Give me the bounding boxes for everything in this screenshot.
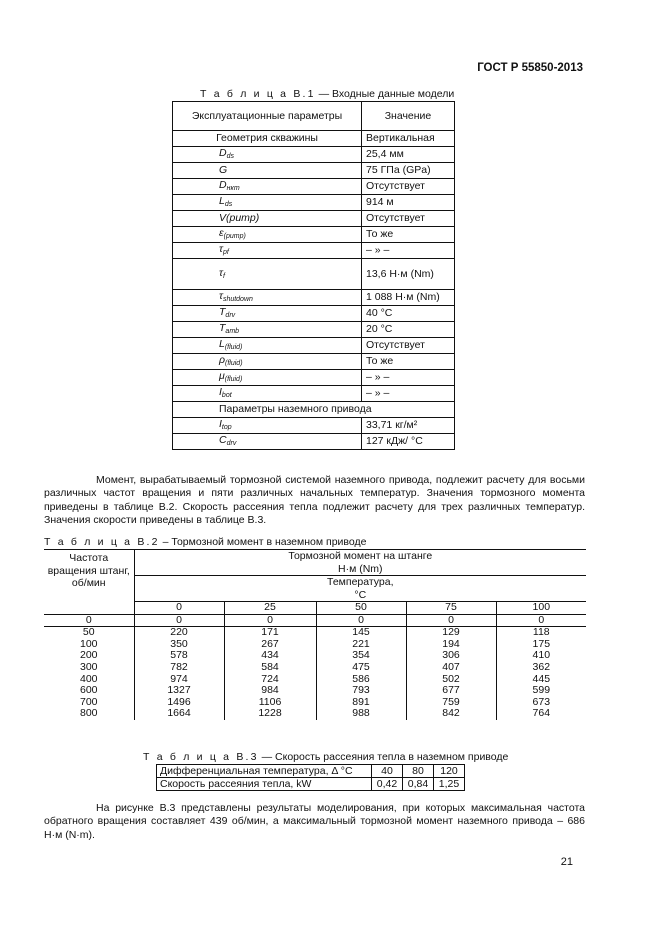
table2-cell: 194 [406, 639, 496, 651]
table2-temp-header-line2: °С [354, 588, 367, 601]
table2-rpm-cell: 200 [44, 650, 134, 662]
table1-row [173, 354, 455, 370]
table1-symbol [173, 147, 362, 163]
table1-value: 40 °С [362, 306, 455, 322]
table1-symbol-sub: bot [221, 392, 232, 400]
table2-rpm-cell: 400 [44, 674, 134, 686]
table1-value: То же [362, 227, 455, 243]
table3-row [157, 778, 465, 791]
table1-symbol-sub: drv [225, 312, 236, 320]
table1-symbol-main: τ [219, 243, 223, 256]
table2-cell: 578 [134, 650, 224, 662]
table1-row [173, 290, 455, 306]
table1-caption [200, 88, 454, 100]
table1-row [173, 131, 455, 147]
table2-cell: 410 [496, 650, 586, 662]
table1-value: 33,71 кг/м² [362, 418, 455, 434]
page-number: 21 [560, 856, 573, 868]
table2-cell: 599 [496, 685, 586, 697]
table1-symbol-sub: (fluid) [225, 360, 243, 368]
table1-symbol [173, 322, 362, 338]
table1-value: 1 088 Н·м (Nm) [362, 290, 455, 306]
table1-symbol [173, 306, 362, 322]
table2-cell: 677 [406, 685, 496, 697]
table1-symbol-main: τ [219, 266, 223, 279]
table1-symbol [173, 370, 362, 386]
table2-col0-header: Частота вращения штанг, об/мин [44, 550, 134, 615]
table2-cell: 1496 [134, 697, 224, 709]
table2-temp-cell: 100 [496, 602, 586, 615]
table1-symbol-main: G [219, 164, 228, 177]
table1-row [173, 434, 455, 450]
table-row [44, 627, 586, 639]
table1-symbol-main: τ [219, 290, 223, 303]
table1-symbol-main: T [219, 306, 226, 319]
table1-row [173, 338, 455, 354]
table-row [44, 708, 586, 720]
table1-symbol [173, 259, 362, 290]
table-row [44, 674, 586, 686]
table1-row [173, 227, 455, 243]
table1-row [173, 211, 455, 227]
table2-cell: 1327 [134, 685, 224, 697]
table1-row [173, 163, 455, 179]
table1-symbol-main: C [219, 434, 227, 447]
table1-symbol-main: ρ [219, 354, 226, 367]
table2-cell: 759 [406, 697, 496, 709]
table1-row [173, 386, 455, 402]
table-row [44, 639, 586, 651]
table3-cell: 120 [434, 765, 465, 778]
table2-cell: 782 [134, 662, 224, 674]
table3-row [157, 765, 465, 778]
table2-cell: 891 [316, 697, 406, 709]
table1-value: – » – [362, 243, 455, 259]
table2-rpm-cell: 50 [44, 627, 134, 639]
table3-cell: 1,25 [434, 778, 465, 791]
table1-symbol-main: I [219, 386, 222, 399]
table2-cell: 724 [224, 674, 316, 686]
table2-cell: 0 [316, 614, 406, 627]
table1-value: 914 м [362, 195, 455, 211]
table2-cell: 0 [224, 614, 316, 627]
table2-cell: 407 [406, 662, 496, 674]
table1-row [173, 259, 455, 290]
table1-symbol-main: D [219, 179, 227, 192]
table1-symbol [173, 354, 362, 370]
table1-symbol-main: T [219, 322, 226, 335]
table1-symbol [173, 338, 362, 354]
table1-value: 13,6 Н·м (Nm) [362, 259, 455, 290]
table2-cell: 974 [134, 674, 224, 686]
table1-value: – » – [362, 386, 455, 402]
table1-symbol-sub: shutdown [222, 296, 253, 304]
table2-rpm-cell: 300 [44, 662, 134, 674]
table1-symbol [173, 386, 362, 402]
table2-caption [44, 536, 366, 548]
table2-temp-header [134, 576, 586, 602]
table1-symbol [173, 195, 362, 211]
table1-value: 25,4 мм [362, 147, 455, 163]
table1-symbol-main: I [219, 418, 222, 431]
table2-cell: 354 [316, 650, 406, 662]
table1-row [173, 418, 455, 434]
table2-cell: 118 [496, 627, 586, 639]
table1-value: 75 ГПа (GPa) [362, 163, 455, 179]
table2-cell: 350 [134, 639, 224, 651]
table1-symbol-main: V(pump) [219, 212, 260, 225]
table3-label: Скорость рассеяния тепла, kW [157, 778, 372, 791]
table1-row [173, 243, 455, 259]
table2-temp-cell: 50 [316, 602, 406, 615]
table1-symbol-sub: (fluid) [224, 376, 243, 384]
document-id: ГОСТ Р 55850-2013 [477, 62, 583, 74]
table3-caption-prefix: Т а б л и ц а В.3 [143, 751, 259, 763]
table2-cell: 445 [496, 674, 586, 686]
paragraph-2 [44, 802, 585, 842]
table2-cell: 0 [406, 614, 496, 627]
table2-cell: 434 [224, 650, 316, 662]
table2-cell: 362 [496, 662, 586, 674]
table1-symbol [173, 418, 362, 434]
table1-symbol [173, 227, 362, 243]
table1-symbol-sub: ds [226, 153, 234, 161]
table2-group-header [134, 550, 586, 576]
table2-rpm-cell: 100 [44, 639, 134, 651]
table3-caption-text: — Скорость рассеяния тепла в наземном приводе [258, 751, 509, 763]
table2-temp-header-line1: Температура, [327, 576, 394, 588]
paragraph-1-text: Момент, вырабатываемый тормозной системой наземного привода, подлежит расчету для восьми различных частот вращения и пяти различных начальных температур. Значения тормозного момента приведены в таблице В.2. Скорость рассеяния тепла подлежит расчету для трех различных температур. Значения скорости приведены в таблице В.3. [44, 474, 585, 527]
table1-caption-text: — Входные данные модели [315, 88, 455, 100]
table1-value: – » – [362, 370, 455, 386]
table1-header-cell: Эксплуатационные параметры [173, 102, 362, 131]
table2 [44, 549, 586, 720]
table2-temp-cell: 25 [224, 602, 316, 615]
table1-symbol [173, 179, 362, 195]
table2-cell: 267 [224, 639, 316, 651]
table3-caption [143, 751, 508, 763]
table1-symbol-main: μ [219, 370, 225, 383]
table1-value: Отсутствует [362, 179, 455, 195]
table1-row [173, 370, 455, 386]
table2-cell: 145 [316, 627, 406, 639]
table2-cell: 306 [406, 650, 496, 662]
table2-cell: 0 [134, 614, 224, 627]
table1-row [173, 147, 455, 163]
table1-value: Вертикальная [362, 131, 455, 147]
table1-symbol [173, 163, 362, 179]
table1-section-row: Параметры наземного привода [173, 402, 455, 418]
table2-cell: 502 [406, 674, 496, 686]
table1-caption-prefix: Т а б л и ц а В.1 [200, 88, 316, 100]
table2-cell: 221 [316, 639, 406, 651]
table1-symbol-main: ε [219, 227, 224, 240]
table1-param: Геометрия скважины [173, 131, 362, 147]
paragraph-1 [44, 474, 585, 528]
table1-header-row [173, 102, 455, 131]
table2-cell: 1664 [134, 708, 224, 720]
table3-cell: 0,42 [372, 778, 403, 791]
table2-temp-cell: 75 [406, 602, 496, 615]
table1-header-cell: Значение [362, 102, 455, 131]
table1-value: 20 °С [362, 322, 455, 338]
table2-cell: 673 [496, 697, 586, 709]
table1-value: Отсутствует [362, 211, 455, 227]
table1-row [173, 179, 455, 195]
table1-symbol [173, 211, 362, 227]
table2-cell: 586 [316, 674, 406, 686]
table1-symbol [173, 434, 362, 450]
table1-symbol-main: L [219, 195, 225, 208]
table-row [44, 662, 586, 674]
table2-cell: 988 [316, 708, 406, 720]
table2-group-header-line1: Тормозной момент на штанге [288, 550, 433, 562]
table1-symbol-main: D [219, 147, 227, 160]
table1-symbol-sub: (pump) [223, 233, 246, 241]
table1-symbol-main: L [219, 338, 225, 351]
table2-rpm-cell: 600 [44, 685, 134, 697]
table2-cell: 764 [496, 708, 586, 720]
table1-row [173, 306, 455, 322]
table2-temp-cell: 0 [134, 602, 224, 615]
table2-cell: 1106 [224, 697, 316, 709]
table2-cell: 1228 [224, 708, 316, 720]
table2-cell: 793 [316, 685, 406, 697]
table1-row [173, 402, 455, 418]
table2-rpm-cell: 700 [44, 697, 134, 709]
table1-symbol-sub: pf [222, 249, 229, 257]
table3 [156, 764, 465, 791]
table2-cell: 984 [224, 685, 316, 697]
table2-cell: 220 [134, 627, 224, 639]
table2-caption-prefix: Т а б л и ц а В.2 [44, 536, 160, 548]
table1-value: То же [362, 354, 455, 370]
table1-value: 127 кДж/ °С [362, 434, 455, 450]
table-row [44, 650, 586, 662]
table2-group-header-line2: Н·м (Nm) [338, 562, 383, 575]
table2-cell: 475 [316, 662, 406, 674]
table1-symbol-sub: (fluid) [224, 344, 243, 352]
paragraph-2-text: На рисунке В.3 представлены результаты моделирования, при которых максимальная частота обратного вращения составляет 439 об/мин, а максимальный тормозной момент наземного привода – 686 Н·м (N·m). [44, 802, 585, 841]
table1-row [173, 195, 455, 211]
table2-cell: 0 [496, 614, 586, 627]
table2-rpm-cell: 0 [44, 614, 134, 627]
table2-cell: 842 [406, 708, 496, 720]
table3-label: Дифференциальная температура, Δ °С [157, 765, 372, 778]
table1-symbol-sub: нкт [226, 185, 240, 193]
table1-symbol-sub: f [222, 272, 225, 280]
table1-symbol-sub: amb [225, 328, 240, 336]
table2-rpm-cell: 800 [44, 708, 134, 720]
table3-cell: 40 [372, 765, 403, 778]
table1-value: Отсутствует [362, 338, 455, 354]
table2-caption-text: – Тормозной момент в наземном приводе [159, 536, 367, 548]
table-row [44, 685, 586, 697]
table1-symbol [173, 243, 362, 259]
table2-cell: 129 [406, 627, 496, 639]
table1-row [173, 322, 455, 338]
table1-symbol [173, 290, 362, 306]
table2-cell: 584 [224, 662, 316, 674]
table3-cell: 80 [403, 765, 434, 778]
table3-cell: 0,84 [403, 778, 434, 791]
table1-symbol-sub: top [221, 424, 232, 432]
table1-symbol-sub: ds [224, 201, 233, 209]
table1-symbol-sub: drv [226, 440, 237, 448]
table-row [44, 614, 586, 627]
table2-cell: 171 [224, 627, 316, 639]
table-row [44, 697, 586, 709]
table1 [172, 101, 455, 450]
table2-cell: 175 [496, 639, 586, 651]
